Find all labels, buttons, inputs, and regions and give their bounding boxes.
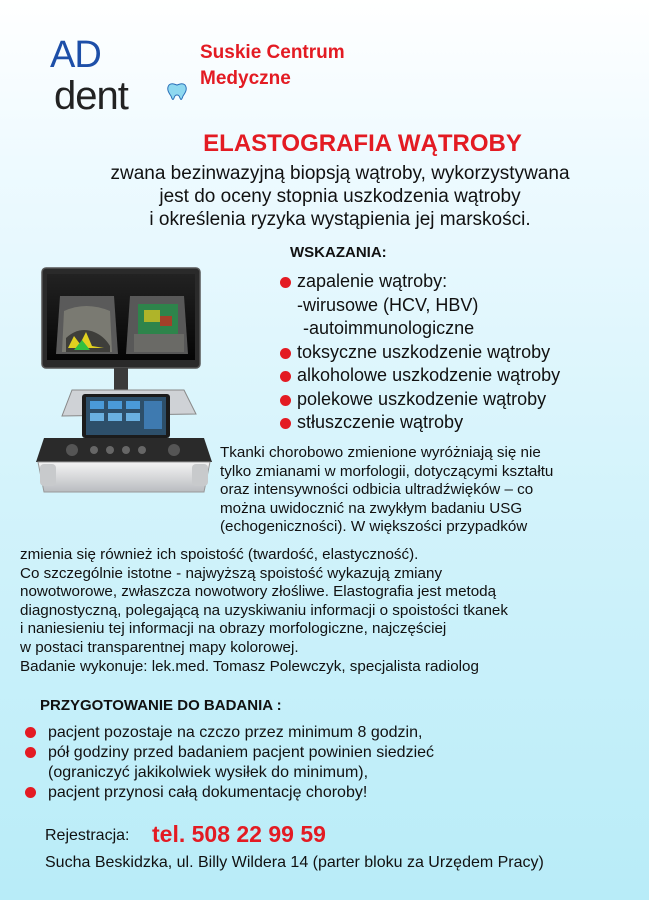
preparation-list — [25, 723, 434, 803]
list-item — [280, 317, 560, 341]
indications-heading: WSKAZANIA: — [290, 244, 387, 261]
list-item — [280, 341, 560, 365]
clinic-name-line1: Suskie Centrum — [200, 42, 345, 63]
description-line: Co szczególnie istotne - najwyższą spoistość wykazują zmiany — [20, 564, 443, 582]
indication-sub-label: -autoimmunologiczne — [303, 318, 475, 338]
ultrasound-machine-image — [34, 266, 214, 498]
list-item — [25, 723, 434, 743]
preparation-label-continued: (ograniczyć jakikolwiek wysiłek do minimum), — [48, 764, 369, 781]
clinic-logo — [50, 34, 190, 118]
list-item — [280, 388, 560, 412]
tooth-icon — [166, 82, 188, 102]
physician-line: Badanie wykonuje: lek.med. Tomasz Polewczyk, specjalista radiolog — [20, 657, 479, 675]
description-line: tylko zmianami w morfologii, dotyczącymi kształtu — [220, 462, 554, 480]
indication-label: alkoholowe uszkodzenie wątroby — [297, 365, 561, 385]
page-title — [0, 130, 649, 158]
list-item — [25, 743, 434, 763]
intro-line: i określenia ryzyka wystąpienia jej marskości. — [149, 209, 531, 230]
intro-line: zwana bezinwazyjną biopsją wątroby, wykorzystywana — [110, 163, 570, 184]
indication-sub-label: -wirusowe (HCV, HBV) — [297, 294, 479, 315]
description-line: zmienia się również ich spoistość (twardość, elastyczność). — [20, 546, 419, 563]
bullet-icon — [280, 395, 291, 406]
clinic-name-line2: Medyczne — [200, 68, 291, 89]
description-line: (echogeniczności). W większości przypadków — [220, 518, 528, 536]
preparation-label: pacjent przynosi całą dokumentację choroby! — [48, 784, 368, 801]
clinic-address: Sucha Beskidzka, ul. Billy Wildera 14 (parter bloku za Urzędem Pracy) — [45, 854, 544, 871]
indications-list — [280, 270, 560, 435]
logo-ad-text: AD — [50, 34, 101, 76]
bullet-icon — [280, 277, 291, 288]
bullet-icon — [280, 348, 291, 359]
indication-label: toksyczne uszkodzenie wątroby — [297, 341, 551, 362]
description-line: Tkanki chorobowo zmienione wyróżniają się nie — [220, 444, 541, 461]
page-title-text: ELASTOGRAFIA WĄTROBY — [203, 130, 522, 157]
intro-line: jest do oceny stopnia uszkodzenia wątroby — [159, 186, 521, 207]
preparation-heading: PRZYGOTOWANIE DO BADANIA : — [40, 697, 282, 714]
description-paragraph-continued — [20, 546, 635, 676]
list-item — [25, 763, 434, 783]
list-item — [280, 364, 560, 388]
registration-label: Rejestracja: — [45, 827, 130, 844]
bullet-icon — [25, 747, 36, 758]
intro-text — [40, 162, 640, 231]
description-line: oraz intensywności odbicia ultradźwięków – co — [220, 481, 534, 499]
indication-label: stłuszczenie wątroby — [297, 412, 464, 432]
description-line: nowotworowe, zwłaszcza nowotwory złośliwe. Elastografia jest metodą — [20, 583, 497, 601]
preparation-label: pół godziny przed badaniem pacjent powinien siedzieć — [48, 744, 435, 761]
bullet-icon — [280, 418, 291, 429]
description-line: diagnostyczną, polegającą na uzyskiwaniu informacji o spoistości tkanek — [20, 601, 508, 619]
indication-label: polekowe uszkodzenie wątroby — [297, 388, 547, 409]
description-line: można uwidocznić na zwykłym badaniu USG — [220, 499, 523, 517]
bullet-icon — [25, 787, 36, 798]
description-line: i naniesieniu tej informacji na obrazy morfologiczne, najczęściej — [20, 620, 447, 638]
bullet-icon — [25, 727, 36, 738]
indication-label: zapalenie wątroby: — [297, 271, 448, 291]
description-paragraph — [220, 444, 630, 537]
clinic-name — [200, 40, 345, 92]
description-line: w postaci transparentnej mapy kolorowej. — [20, 638, 299, 656]
list-item — [280, 270, 560, 294]
registration-phone[interactable]: tel. 508 22 99 59 — [152, 821, 326, 847]
bullet-icon — [280, 371, 291, 382]
list-item — [25, 783, 434, 803]
preparation-label: pacjent pozostaje na czczo przez minimum 8 godzin, — [48, 724, 423, 741]
list-item — [280, 411, 560, 435]
list-item — [280, 294, 560, 318]
logo-dent-text: dent — [54, 74, 128, 118]
